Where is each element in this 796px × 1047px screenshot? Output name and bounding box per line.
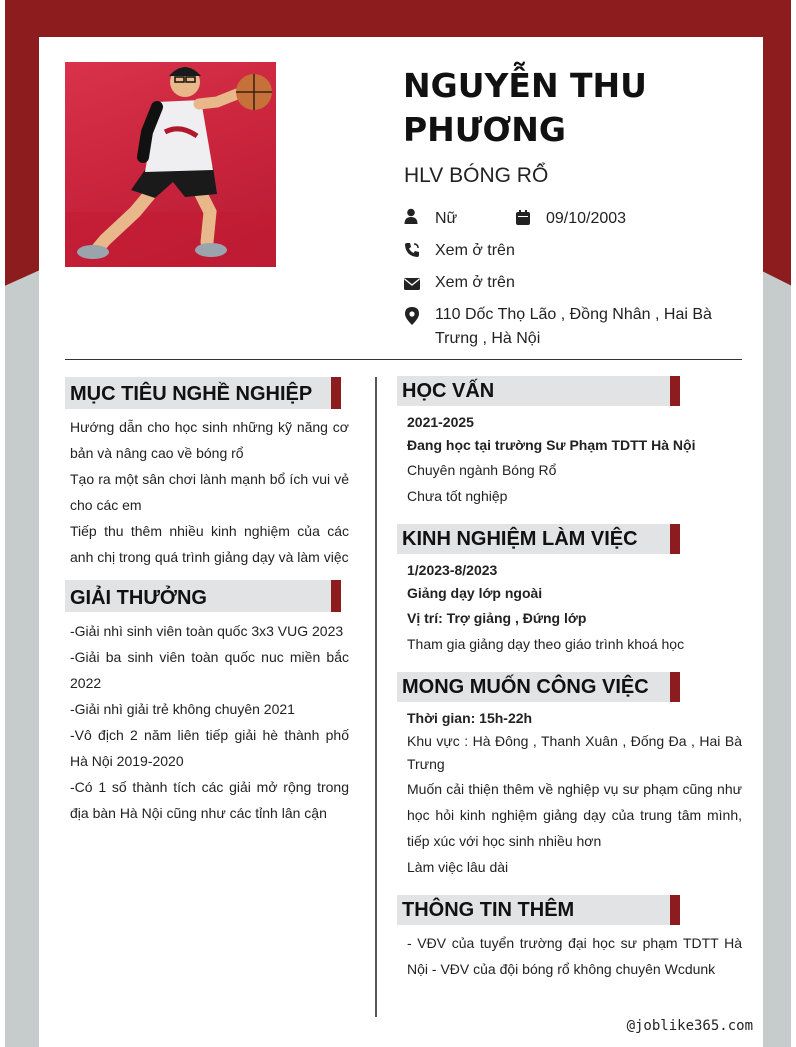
basketball-player-illustration bbox=[65, 62, 276, 267]
award-item: -Giải nhì giải trẻ không chuyên 2021 bbox=[70, 701, 295, 717]
section-header-objective bbox=[65, 377, 341, 409]
award-item: -Vô địch 2 năm liên tiếp giải hè thành phố Hà Nội 2019-2020 bbox=[70, 727, 349, 769]
column-divider bbox=[375, 377, 377, 1017]
header-divider bbox=[65, 359, 742, 360]
section-header-awards bbox=[65, 580, 341, 612]
desire-time: Thời gian: 15h-22h bbox=[407, 710, 533, 726]
education-major: Chuyên ngành Bóng Rổ bbox=[407, 462, 557, 478]
watermark-text: @joblike365.com bbox=[626, 1018, 753, 1034]
section-title: HỌC VẤN bbox=[402, 380, 495, 402]
map-pin-icon bbox=[404, 307, 420, 323]
candidate-name: NGUYỄN THU PHƯƠNG bbox=[403, 66, 647, 149]
envelope-icon bbox=[404, 276, 420, 292]
extra-text: - VĐV của tuyển trường đại học sư phạm TDTT Hà Nội - VĐV của đội bóng rổ không chuyên Wcdunk bbox=[407, 935, 742, 977]
education-period: 2021-2025 bbox=[407, 414, 474, 430]
section-header-education bbox=[397, 376, 680, 406]
section-accent-bar bbox=[670, 524, 680, 554]
page-edge-left bbox=[0, 0, 5, 1047]
gender-value: Nữ bbox=[435, 210, 458, 227]
desire-wish: Muốn cải thiện thêm về nghiệp vụ sư phạm cũng như học hỏi kinh nghiệm giảng dạy của trung tâm mình, tiếp xúc với học sinh nhiều hơn bbox=[407, 781, 742, 849]
person-icon bbox=[403, 208, 419, 224]
education-status: Chưa tốt nghiệp bbox=[407, 488, 508, 504]
section-accent-bar bbox=[670, 376, 680, 406]
section-title: KINH NGHIỆM LÀM VIỆC bbox=[402, 528, 638, 550]
objective-item: Tạo ra một sân chơi lành mạnh bổ ích vui vẻ cho các em bbox=[70, 471, 349, 513]
objective-item: Tiếp thu thêm nhiều kinh nghiệm của các anh chị trong quá trình giảng dạy và làm việc bbox=[70, 523, 349, 565]
phone-value: Xem ở trên bbox=[435, 242, 515, 259]
section-header-desire bbox=[397, 672, 680, 702]
desire-area: Khu vực : Hà Đông , Thanh Xuân , Đống Đa , Hai Bà Trưng bbox=[407, 733, 742, 772]
section-header-experience bbox=[397, 524, 680, 554]
section-accent-bar bbox=[670, 672, 680, 702]
section-title: MỤC TIÊU NGHỀ NGHIỆP bbox=[70, 383, 313, 405]
email-value: Xem ở trên bbox=[435, 274, 515, 291]
section-title: GIẢI THƯỞNG bbox=[70, 587, 207, 609]
education-school: Đang học tại trường Sư Phạm TDTT Hà Nội bbox=[407, 437, 696, 453]
objective-item: Hướng dẫn cho học sinh những kỹ năng cơ bản và nâng cao về bóng rổ bbox=[70, 419, 349, 461]
section-title: THÔNG TIN THÊM bbox=[402, 899, 575, 921]
experience-period: 1/2023-8/2023 bbox=[407, 562, 498, 578]
calendar-icon bbox=[515, 210, 531, 226]
profile-photo bbox=[65, 62, 276, 267]
experience-place: Giảng dạy lớp ngoài bbox=[407, 585, 543, 601]
address-value: 110 Dốc Thọ Lão , Đồng Nhân , Hai Bà Trưng , Hà Nội bbox=[435, 306, 712, 347]
experience-description: Tham gia giảng dạy theo giáo trình khoá học bbox=[407, 636, 685, 652]
section-accent-bar bbox=[331, 377, 341, 409]
phone-icon bbox=[404, 242, 420, 258]
section-header-extra bbox=[397, 895, 680, 925]
section-title: MONG MUỐN CÔNG VIỆC bbox=[402, 676, 649, 698]
award-item: -Giải ba sinh viên toàn quốc nuc miền bắc 2022 bbox=[70, 649, 349, 691]
section-accent-bar bbox=[670, 895, 680, 925]
page-edge-right bbox=[791, 0, 796, 1047]
award-item: -Có 1 số thành tích các giải mở rộng trong địa bàn Hà Nội cũng như các tỉnh lân cận bbox=[70, 779, 349, 821]
experience-position: Vị trí: Trợ giảng , Đứng lớp bbox=[407, 610, 587, 626]
desire-duration: Làm việc lâu dài bbox=[407, 859, 509, 875]
candidate-role: HLV BÓNG RỔ bbox=[404, 164, 549, 187]
award-item: -Giải nhì sinh viên toàn quốc 3x3 VUG 2023 bbox=[70, 623, 344, 639]
birthdate-value: 09/10/2003 bbox=[546, 210, 627, 227]
section-accent-bar bbox=[331, 580, 341, 612]
